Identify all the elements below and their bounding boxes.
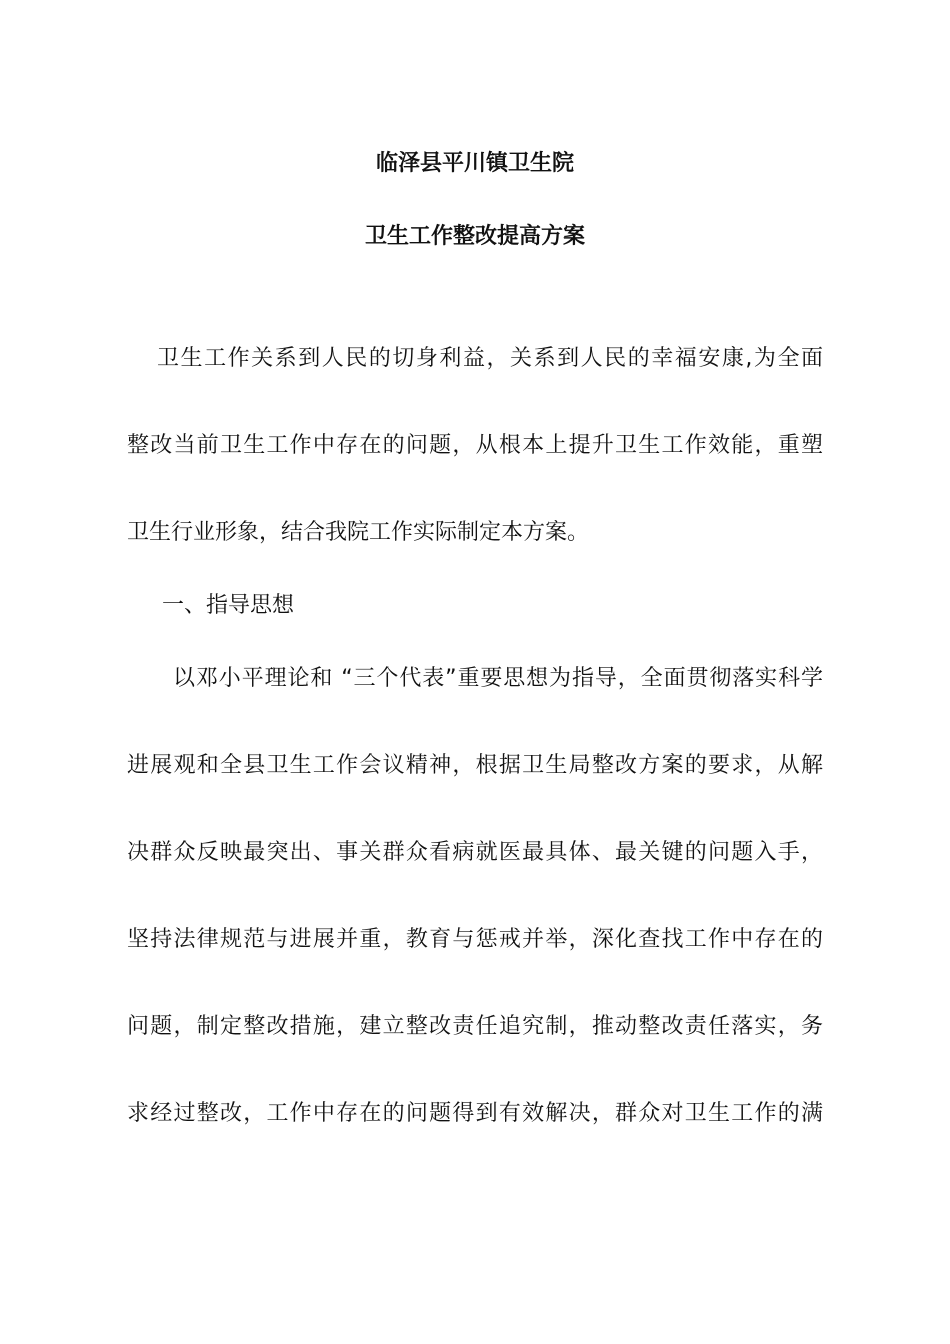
intro-paragraph-line: 整改当前卫生工作中存在的问题，从根本上提升卫生工作效能，重塑 — [127, 433, 823, 458]
section-heading-guiding-ideology: 一、指导思想 — [162, 593, 295, 618]
document-title-plan: 卫生工作整改提高方案 — [364, 224, 585, 249]
intro-paragraph-line: 卫生工作关系到人民的切身利益，关系到人民的幸福安康,为全面 — [157, 346, 823, 371]
section-paragraph-line: 决群众反映最突出、事关群众看病就医最具体、最关键的问题入手， — [127, 840, 823, 865]
section-paragraph-line: 以邓小平理论和 “三个代表”重要思想为指导，全面贯彻落实科学 — [173, 666, 823, 691]
section-paragraph-line: 进展观和全县卫生工作会议精神，根据卫生局整改方案的要求，从解 — [127, 753, 823, 778]
section-paragraph-line: 问题，制定整改措施，建立整改责任追究制，推动整改责任落实，务 — [127, 1014, 823, 1039]
document-title-organization: 临泽县平川镇卫生院 — [375, 151, 574, 176]
section-paragraph-line: 坚持法律规范与进展并重，教育与惩戒并举，深化查找工作中存在的 — [127, 927, 823, 952]
section-paragraph-line: 求经过整改，工作中存在的问题得到有效解决，群众对卫生工作的满 — [127, 1101, 823, 1126]
intro-paragraph-line: 卫生行业形象，结合我院工作实际制定本方案。 — [127, 520, 590, 545]
